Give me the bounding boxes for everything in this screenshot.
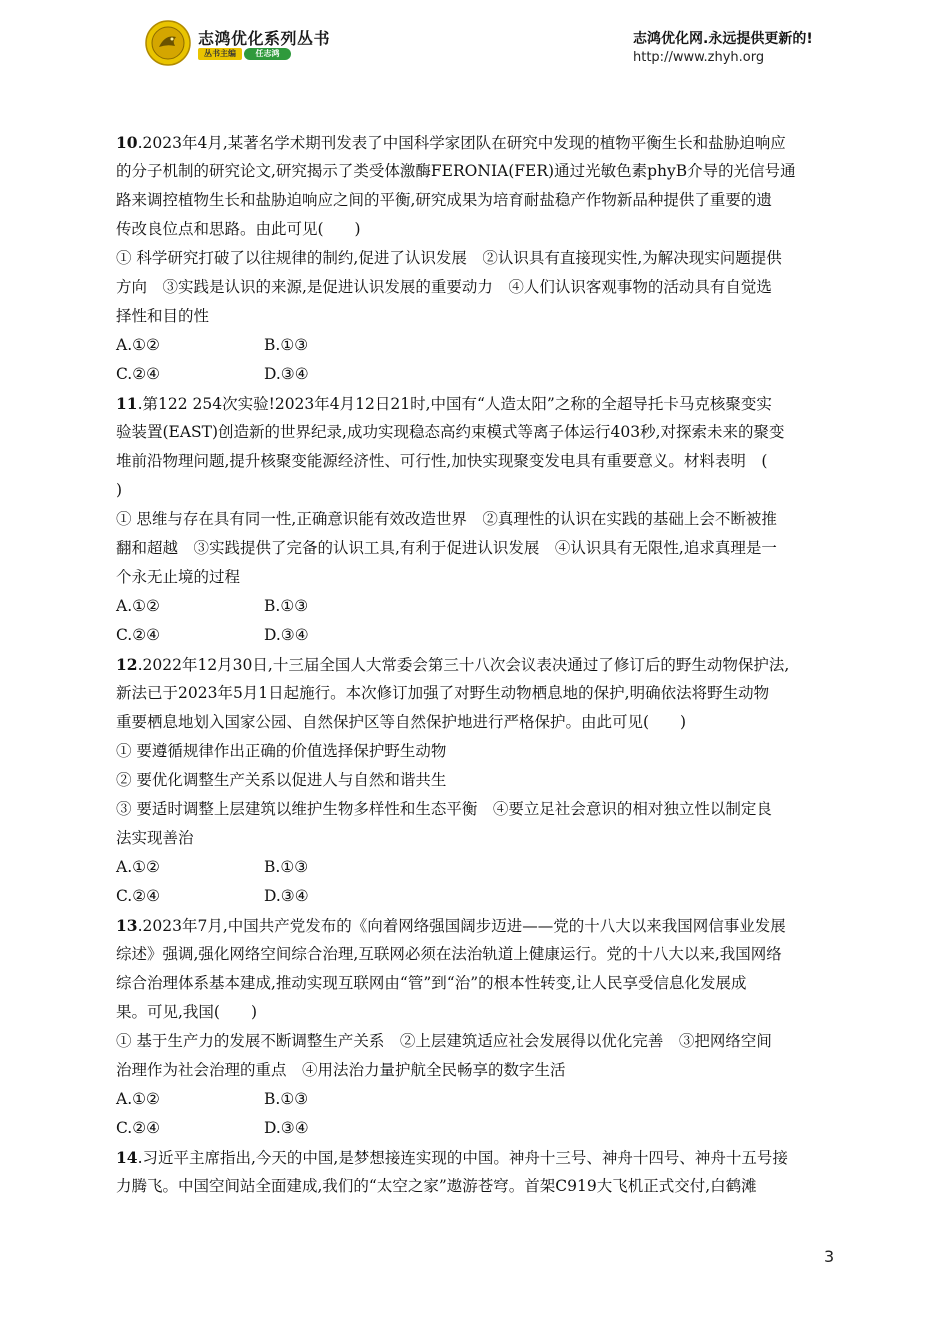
question-stem-line: 重要栖息地划入国家公园、自然保护区等自然保护地进行严格保护。由此可见( ): [116, 713, 687, 731]
option-row: [116, 360, 836, 389]
question-stem-line: 综述》强调,强化网络空间综合治理,互联网必须在法治轨道上健康运行。党的十八大以来,我国网络: [116, 945, 782, 963]
option-d[interactable]: D.③④: [264, 887, 309, 905]
question-11: [116, 389, 836, 650]
option-b[interactable]: B.①③: [264, 858, 309, 876]
statement-line: ① 科学研究打破了以往规律的制约,促进了认识发展 ②认识具有直接现实性,为解决现实问题提供: [116, 249, 782, 267]
question-stem-line: 传改良位点和思路。由此可见( ): [116, 220, 361, 238]
option-b[interactable]: B.①③: [264, 597, 309, 615]
option-b[interactable]: B.①③: [264, 336, 309, 354]
question-stem-line: 13.2023年7月,中国共产党发布的《向着网络强国阔步迈进——党的十八大以来我国网信事业发展: [116, 916, 786, 935]
question-stem-line: 堆前沿物理问题,提升核聚变能源经济性、可行性,加快实现聚变发电具有重要意义。材料表明 (: [116, 452, 768, 470]
option-c[interactable]: C.②④: [116, 887, 161, 905]
question-stem-line: 12.2022年12月30日,十三届全国人大常委会第三十八次会议表决通过了修订后的野生动物保护法,: [116, 655, 790, 674]
question-stem-line: 新法已于2023年5月1日起施行。本次修订加强了对野生动物栖息地的保护,明确依法将野生动物: [116, 684, 770, 702]
page-number: 3: [824, 1247, 835, 1266]
question-stem-line: 综合治理体系基本建成,推动实现互联网由“管”到“治”的根本性转变,让人民享受信息化发展成: [116, 974, 747, 992]
question-stem-line: 路来调控植物生长和盐胁迫响应之间的平衡,研究成果为培育耐盐稳产作物新品种提供了重要的遗: [116, 191, 772, 209]
question-list: [116, 128, 836, 1201]
header-website-link[interactable]: http://www.zhyh.org: [633, 50, 765, 65]
statement-line: 法实现善治: [116, 829, 194, 847]
option-d[interactable]: D.③④: [264, 626, 309, 644]
option-a[interactable]: A.①②: [116, 597, 160, 615]
option-c[interactable]: C.②④: [116, 365, 161, 383]
question-stem-line: ): [116, 481, 123, 499]
question-number: 11: [116, 394, 138, 413]
statement-line: 个永无止境的过程: [116, 568, 241, 586]
header-slogan: 志鸿优化网.永远提供更新的!: [633, 31, 813, 47]
statement-line: ① 要遵循规律作出正确的价值选择保护野生动物: [116, 742, 447, 760]
option-c[interactable]: C.②④: [116, 626, 161, 644]
option-a[interactable]: A.①②: [116, 1090, 160, 1108]
option-c[interactable]: C.②④: [116, 1119, 161, 1137]
editor-name: 任志鸿: [244, 48, 291, 60]
statement-line: 方向 ③实践是认识的来源,是促进认识发展的重要动力 ④人们认识客观事物的活动具有自觉选: [116, 278, 772, 296]
editor-label: 丛书主编: [198, 48, 242, 60]
question-number: 13: [116, 916, 138, 935]
question-stem-line: 果。可见,我国( ): [116, 1003, 258, 1021]
publisher-logo: [145, 20, 191, 66]
statement-line: ① 基于生产力的发展不断调整生产关系 ②上层建筑适应社会发展得以优化完善 ③把网络空间: [116, 1032, 772, 1050]
option-d[interactable]: D.③④: [264, 1119, 309, 1137]
question-stem-line: 的分子机制的研究论文,研究揭示了类受体激酶FERONIA(FER)通过光敏色素phyB介导的光信号通: [116, 162, 796, 180]
statement-line: 治理作为社会治理的重点 ④用法治力量护航全民畅享的数字生活: [116, 1061, 566, 1079]
option-row: [116, 1114, 836, 1143]
question-12: [116, 650, 836, 911]
question-stem-line: 验装置(EAST)创造新的世界纪录,成功实现稳态高约束模式等离子体运行403秒,对探索未来的聚变: [116, 423, 785, 441]
page-header: [0, 0, 950, 80]
statement-line: ③ 要适时调整上层建筑以维护生物多样性和生态平衡 ④要立足社会意识的相对独立性以制定良: [116, 800, 772, 818]
question-stem-line: 11.第122 254次实验!2023年4月12日21时,中国有“人造太阳”之称的全超导托卡马克核聚变实: [116, 394, 772, 413]
option-row: [116, 621, 836, 650]
statement-line: ① 思维与存在具有同一性,正确意识能有效改造世界 ②真理性的认识在实践的基础上会不断被推: [116, 510, 777, 528]
question-13: [116, 911, 836, 1143]
option-b[interactable]: B.①③: [264, 1090, 309, 1108]
option-row: [116, 1085, 836, 1114]
option-row: [116, 882, 836, 911]
question-stem-line: 14.习近平主席指出,今天的中国,是梦想接连实现的中国。神舟十三号、神舟十四号、神舟十五号接: [116, 1148, 788, 1167]
option-a[interactable]: A.①②: [116, 858, 160, 876]
option-row: [116, 853, 836, 882]
question-number: 12: [116, 655, 138, 674]
statement-line: 择性和目的性: [116, 307, 210, 325]
option-row: [116, 592, 836, 621]
question-14: [116, 1143, 836, 1201]
statement-line: ② 要优化调整生产关系以促进人与自然和谐共生: [116, 771, 447, 789]
option-a[interactable]: A.①②: [116, 336, 160, 354]
statement-line: 翻和超越 ③实践提供了完备的认识工具,有利于促进认识发展 ④认识具有无限性,追求真理是一: [116, 539, 777, 557]
option-d[interactable]: D.③④: [264, 365, 309, 383]
series-title: 志鸿优化系列丛书: [198, 29, 331, 48]
question-number: 10: [116, 133, 138, 152]
question-stem-line: 10.2023年4月,某著名学术期刊发表了中国科学家团队在研究中发现的植物平衡生长和盐胁迫响应: [116, 133, 786, 152]
question-10: [116, 128, 836, 389]
editor-badge: [198, 48, 291, 60]
option-row: [116, 331, 836, 360]
question-number: 14: [116, 1148, 138, 1167]
question-stem-line: 力腾飞。中国空间站全面建成,我们的“太空之家”遨游苍穹。首架C919大飞机正式交付,白鹤滩: [116, 1177, 757, 1195]
